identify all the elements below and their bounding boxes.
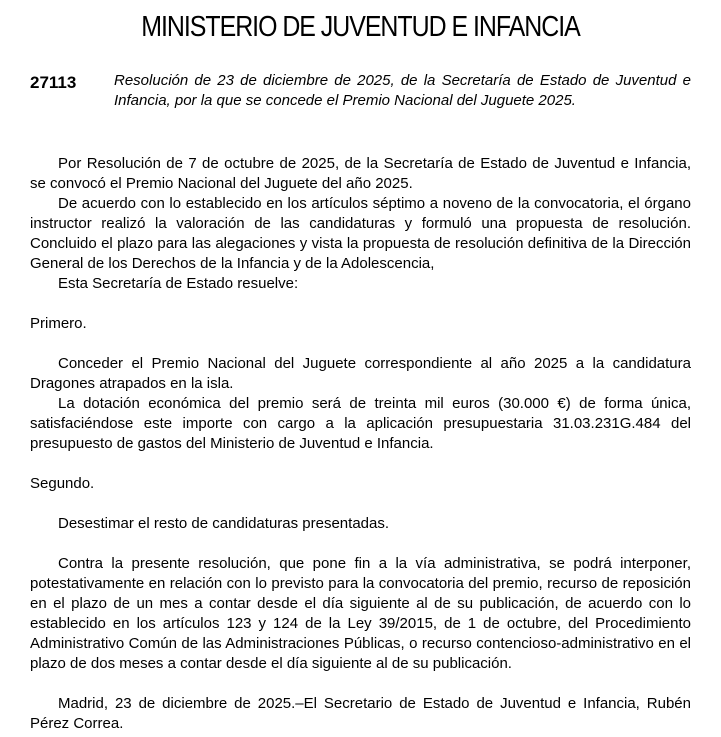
heading-segundo: Segundo. (30, 475, 95, 492)
paragraph-dotacion: La dotación económica del premio será de treinta mil euros (30.000 €) de forma única, satisfaciéndose este importe con cargo a la aplicación presupuestaria 31.03.231G.484 del presupuesto de gastos del Ministerio de Juventud e Infancia. (30, 395, 691, 452)
paragraph-desestimar: Desestimar el resto de candidaturas presentadas. (58, 515, 390, 532)
resolution-body (30, 154, 691, 734)
paragraph-conceder: Conceder el Premio Nacional del Juguete correspondiente al año 2025 a la candidatura Dragones atrapados en la isla. (30, 355, 691, 392)
paragraph-convocatoria: Por Resolución de 7 de octubre de 2025, de la Secretaría de Estado de Juventud e Infancia, se convocó el Premio Nacional del Juguete del año 2025. (30, 155, 691, 192)
ministry-title: MINISTERIO DE JUVENTUD E INFANCIA (141, 11, 580, 43)
signature-line: Madrid, 23 de diciembre de 2025.–El Secretario de Estado de Juventud e Infancia, Rubén Pérez Correa. (30, 695, 691, 732)
paragraph-resuelve: Esta Secretaría de Estado resuelve: (58, 275, 299, 292)
heading-primero: Primero. (30, 315, 87, 332)
resolution-summary: Resolución de 23 de diciembre de 2025, de la Secretaría de Estado de Juventud e Infancia, por la que se concede el Premio Nacional del Juguete 2025. (114, 72, 691, 109)
paragraph-recurso: Contra la presente resolución, que pone fin a la vía administrativa, se podrá interponer, potestativamente en relación con lo previsto para la convocatoria del premio, recurso de reposición en el plazo de un mes a contar desde el día siguiente al de su publicación, de acuerdo con lo establecido en los artículos 123 y 124 de la Ley 39/2015, de 1 de octubre, del Procedimiento Administrativo Común de las Administraciones Públicas, o recurso contencioso-administrativo en el plazo de dos meses a contar desde el día siguiente al de su publicación. (30, 555, 691, 672)
document-number: 27113 (30, 73, 77, 92)
paragraph-valoracion: De acuerdo con lo establecido en los artículos séptimo a noveno de la convocatoria, el órgano instructor realizó la valoración de las candidaturas y formuló una propuesta de resolución. Concluido el plazo para las alegaciones y vista la propuesta de resolución definitiva de la Dirección General de los Derechos de la Infancia y de la Adolescencia, (30, 195, 691, 272)
